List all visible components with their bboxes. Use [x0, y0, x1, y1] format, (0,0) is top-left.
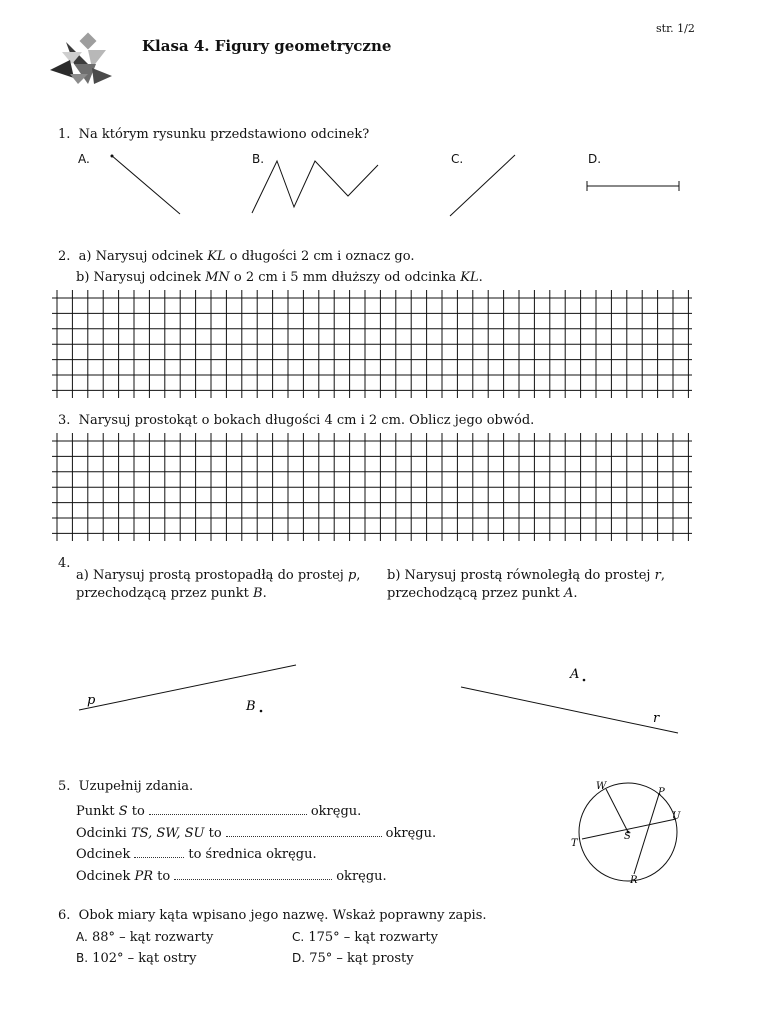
q4-text-b2: przechodzącą przez punkt A. [387, 586, 578, 601]
q5-sentence-3: Odcinek to średnica okręgu. [76, 847, 317, 862]
q3-drawing-grid[interactable] [52, 433, 692, 541]
q1-option-b: B. [252, 152, 265, 166]
svg-text:S: S [624, 831, 631, 842]
q5-blank-4[interactable] [174, 869, 332, 880]
q1-figure-a-ray [111, 155, 180, 214]
radius-SW [606, 789, 628, 832]
q5-sentence-2: Odcinki TS, SW, SU to okręgu. [76, 826, 437, 841]
q5-blank-2[interactable] [226, 826, 382, 837]
svg-text:R: R [630, 875, 638, 886]
line-p [79, 665, 296, 710]
q6-option-c[interactable]: C. 175° – kąt rozwarty [292, 930, 438, 945]
svg-text:T: T [571, 838, 578, 849]
chord-PR [634, 794, 659, 874]
svg-text:W: W [596, 781, 607, 792]
q1-option-c: C. [451, 152, 464, 166]
q6-text: 6. Obok miary kąta wpisano jego nazwę. Wskaż poprawny zapis. [58, 908, 487, 923]
q4-text-b1: b) Narysuj prostą równoległą do prostej r, [387, 568, 665, 583]
q5-blank-3[interactable] [134, 847, 184, 858]
q1-figures [0, 0, 768, 230]
q1-figure-c-line [450, 155, 515, 216]
q3-text: 3. Narysuj prostokąt o bokach długości 4 cm i 2 cm. Oblicz jego obwód. [58, 413, 535, 428]
page-number: str. 1/2 [656, 22, 695, 35]
q1-option-a: A. [78, 152, 90, 166]
q6-option-a[interactable]: A. 88° – kąt rozwarty [76, 930, 214, 945]
q4-lines-figure [0, 640, 768, 750]
q4-text-a2: przechodzącą przez punkt B. [76, 586, 267, 601]
line-r [461, 687, 678, 733]
q5-text: 5. Uzupełnij zdania. [58, 779, 194, 794]
page-title: Klasa 4. Figury geometryczne [142, 37, 392, 55]
label-A: A [570, 667, 580, 682]
label-r: r [653, 711, 660, 726]
q1-figure-b-polyline [252, 161, 378, 213]
q5-sentence-4: Odcinek PR to okręgu. [76, 869, 387, 884]
q5-circle-figure [566, 776, 696, 891]
q2-text-a: 2. a) Narysuj odcinek KL o długości 2 cm i oznacz go. [58, 249, 415, 264]
svg-text:U: U [672, 811, 681, 822]
q6-option-d[interactable]: D. 75° – kąt prosty [292, 951, 414, 966]
svg-text:P: P [658, 787, 665, 798]
q1-text: 1. Na którym rysunku przedstawiono odcinek? [58, 127, 370, 142]
point-A [583, 679, 586, 682]
q4-number: 4. [58, 556, 71, 571]
point-B [260, 710, 263, 713]
q4-text-a1: a) Narysuj prostą prostopadłą do prostej p, [76, 568, 361, 583]
label-p: p [87, 693, 96, 708]
q2-drawing-grid[interactable] [52, 290, 692, 398]
q5-sentence-1: Punkt S to okręgu. [76, 804, 362, 819]
label-B: B [246, 699, 256, 714]
q2-text-b: b) Narysuj odcinek MN o 2 cm i 5 mm dłuższy od odcinka KL. [76, 270, 483, 285]
q5-blank-1[interactable] [149, 804, 307, 815]
q1-option-d: D. [588, 152, 602, 166]
q6-option-b[interactable]: B. 102° – kąt ostry [76, 951, 197, 966]
